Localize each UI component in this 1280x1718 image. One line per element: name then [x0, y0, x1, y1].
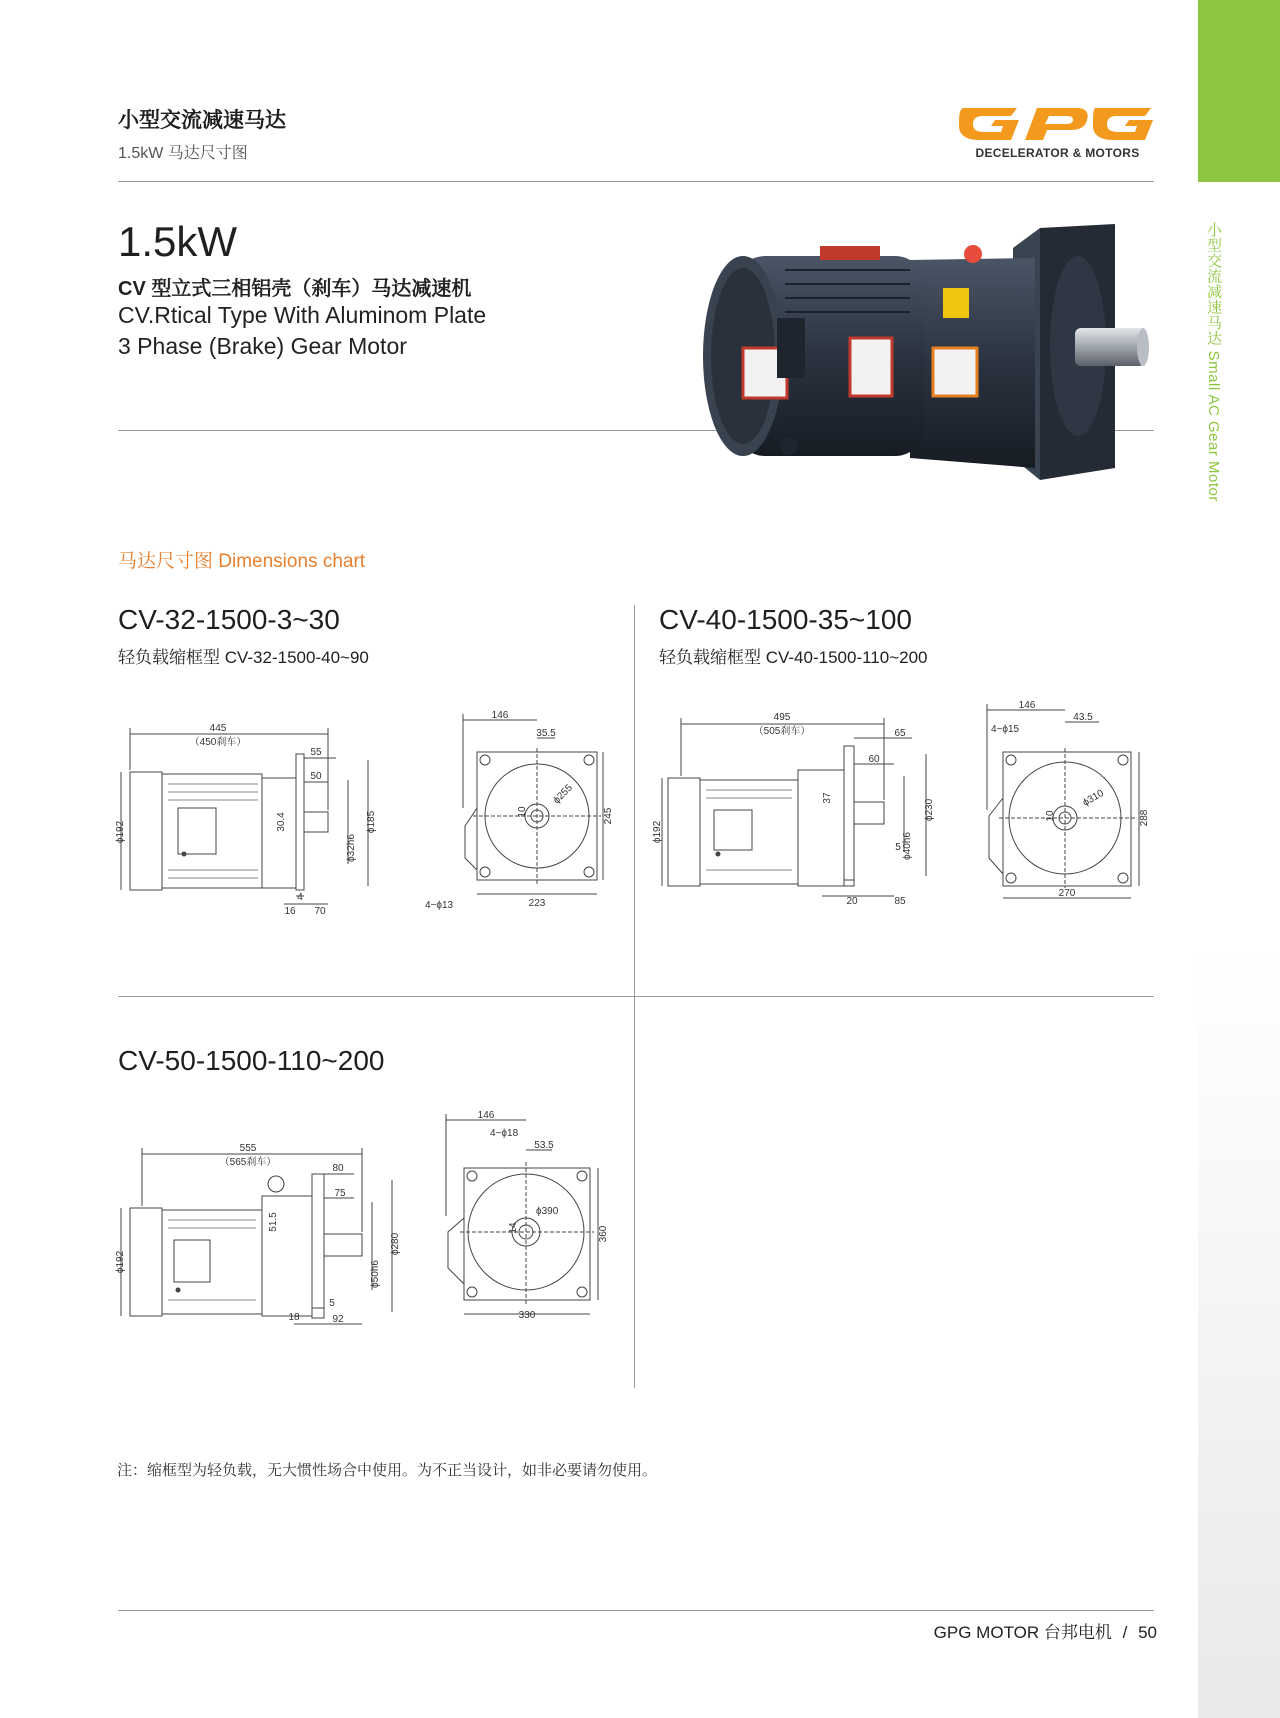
- m3-dim-length: 555: [239, 1143, 257, 1154]
- model-2-side-drawing: [652, 706, 942, 907]
- m1-dim-d3: 4: [297, 892, 303, 903]
- m1-front-offset: 35.5: [536, 728, 556, 739]
- m1-dim-flange-dia: ϕ185: [366, 810, 377, 834]
- m2-front-width: 146: [1018, 700, 1036, 711]
- m3-dim-flange-dia: ϕ280: [390, 1232, 401, 1256]
- m1-dim-d4: 16: [284, 906, 296, 917]
- m1-front-base: 223: [528, 898, 546, 909]
- header-divider: [118, 181, 1154, 182]
- m3-dim-d5: 92: [332, 1314, 344, 1325]
- m3-dim-d2: 75: [334, 1188, 346, 1199]
- model-1-subtitle: 轻负载缩框型 CV-32-1500-40~90: [118, 648, 369, 667]
- m2-front-offset: 43.5: [1073, 712, 1093, 723]
- footer-separator: /: [1122, 1623, 1128, 1642]
- m2-front-base: 270: [1058, 888, 1076, 899]
- m3-front-holes: 4−ϕ18: [490, 1128, 519, 1139]
- model-3-front-drawing: [440, 1108, 620, 1333]
- section-title: 马达尺寸图 Dimensions chart: [118, 551, 366, 572]
- m3-front-pcd: ϕ390: [536, 1206, 559, 1217]
- m2-dim-d3: 5: [895, 842, 901, 853]
- gear-motor-photo: [695, 218, 1155, 500]
- m1-dim-brake: （450刹车）: [189, 737, 247, 748]
- gpg-logo: [955, 102, 1160, 164]
- product-name-cn: CV 型立式三相铝壳（刹车）马达减速机: [118, 278, 472, 300]
- m1-dim-d2: 50: [310, 771, 322, 782]
- m1-front-holes: 4−ϕ13: [424, 900, 454, 911]
- m2-front-holes: 4−ϕ15: [990, 724, 1020, 735]
- m2-dim-length: 495: [773, 712, 791, 723]
- page-number: 50: [1138, 1623, 1157, 1642]
- m3-front-key: 14: [508, 1222, 519, 1234]
- m3-dim-shaft-key: 51.5: [268, 1212, 279, 1232]
- m2-dim-shaft-key: 37: [822, 792, 833, 804]
- footnote: 注：缩框型为轻负载，无大惯性场合中使用。为不正当设计，如非必要请勿使用。: [117, 1462, 658, 1479]
- side-vertical-title: 小型交流减速马达 Small AC Gear Motor: [1205, 222, 1222, 502]
- m2-dim-d2: 60: [868, 754, 880, 765]
- product-power: 1.5kW: [118, 218, 238, 265]
- model-2-title: CV-40-1500-35~100: [659, 604, 912, 635]
- model-3-title: CV-50-1500-110~200: [118, 1045, 385, 1076]
- m3-dim-d4: 18: [288, 1312, 300, 1323]
- m1-dim-length: 445: [209, 723, 227, 734]
- footer-divider: [118, 1610, 1154, 1611]
- m1-dim-motor-dia: ϕ192: [115, 820, 126, 844]
- header-title: 小型交流减速马达: [118, 109, 286, 132]
- m2-dim-d1: 65: [894, 728, 906, 739]
- m1-dim-shaft-key: 30.4: [276, 812, 287, 832]
- m2-dim-motor-dia: ϕ192: [652, 820, 663, 844]
- m1-front-pcd: ϕ255: [551, 782, 575, 807]
- logo-tagline: DECELERATOR & MOTORS: [975, 146, 1140, 160]
- m3-dim-d3: 5: [329, 1298, 335, 1309]
- m3-front-offset: 53.5: [534, 1140, 554, 1151]
- m1-front-height: 245: [603, 807, 614, 825]
- m3-dim-shaft-dia: ϕ50h6: [370, 1260, 381, 1288]
- grid-horizontal-divider: [118, 996, 1154, 997]
- model-1-front-drawing: [424, 708, 615, 911]
- gpg-logo-mark: [955, 102, 1160, 144]
- m1-dim-shaft-dia: ϕ32h6: [346, 834, 357, 862]
- product-name-en-line1: CV.Rtical Type With Aluminom Plate: [118, 302, 487, 328]
- m2-front-height: 288: [1139, 809, 1150, 827]
- m1-front-width: 146: [491, 710, 509, 721]
- m3-front-base: 330: [518, 1310, 536, 1321]
- model-1-side-drawing: [115, 720, 378, 920]
- model-3-side-drawing: [115, 1140, 403, 1335]
- m1-dim-d5: 70: [314, 906, 326, 917]
- model-1-title: CV-32-1500-3~30: [118, 604, 340, 635]
- m3-dim-d1: 80: [332, 1163, 344, 1174]
- footer-brand: GPG MOTOR 台邦电机: [933, 1623, 1112, 1642]
- m3-dim-motor-dia: ϕ192: [115, 1250, 126, 1274]
- m2-dim-d5: 85: [894, 896, 906, 907]
- m1-dim-d1: 55: [310, 747, 322, 758]
- header-subtitle: 1.5kW 马达尺寸图: [118, 145, 248, 162]
- m3-front-width: 146: [477, 1110, 495, 1121]
- m2-dim-d4: 20: [846, 896, 858, 907]
- m2-front-key: 10: [1045, 810, 1056, 822]
- model-2-subtitle: 轻负载缩框型 CV-40-1500-110~200: [659, 648, 928, 667]
- m2-dim-shaft-dia: ϕ40h6: [902, 832, 913, 860]
- m3-front-height: 360: [598, 1225, 609, 1243]
- side-accent-block: [1198, 0, 1280, 182]
- m3-dim-brake: （565刹车）: [219, 1157, 277, 1168]
- m2-dim-flange-dia: ϕ230: [924, 798, 935, 822]
- page-footer: [934, 1618, 1157, 1643]
- m1-front-key: 10: [517, 806, 528, 818]
- model-2-front-drawing: [975, 698, 1160, 908]
- product-name-en-line2: 3 Phase (Brake) Gear Motor: [118, 333, 407, 359]
- m2-dim-brake: （505刹车）: [753, 726, 811, 737]
- m2-front-pcd: ϕ310: [1081, 787, 1106, 809]
- gear-motor-illustration: [695, 218, 1155, 500]
